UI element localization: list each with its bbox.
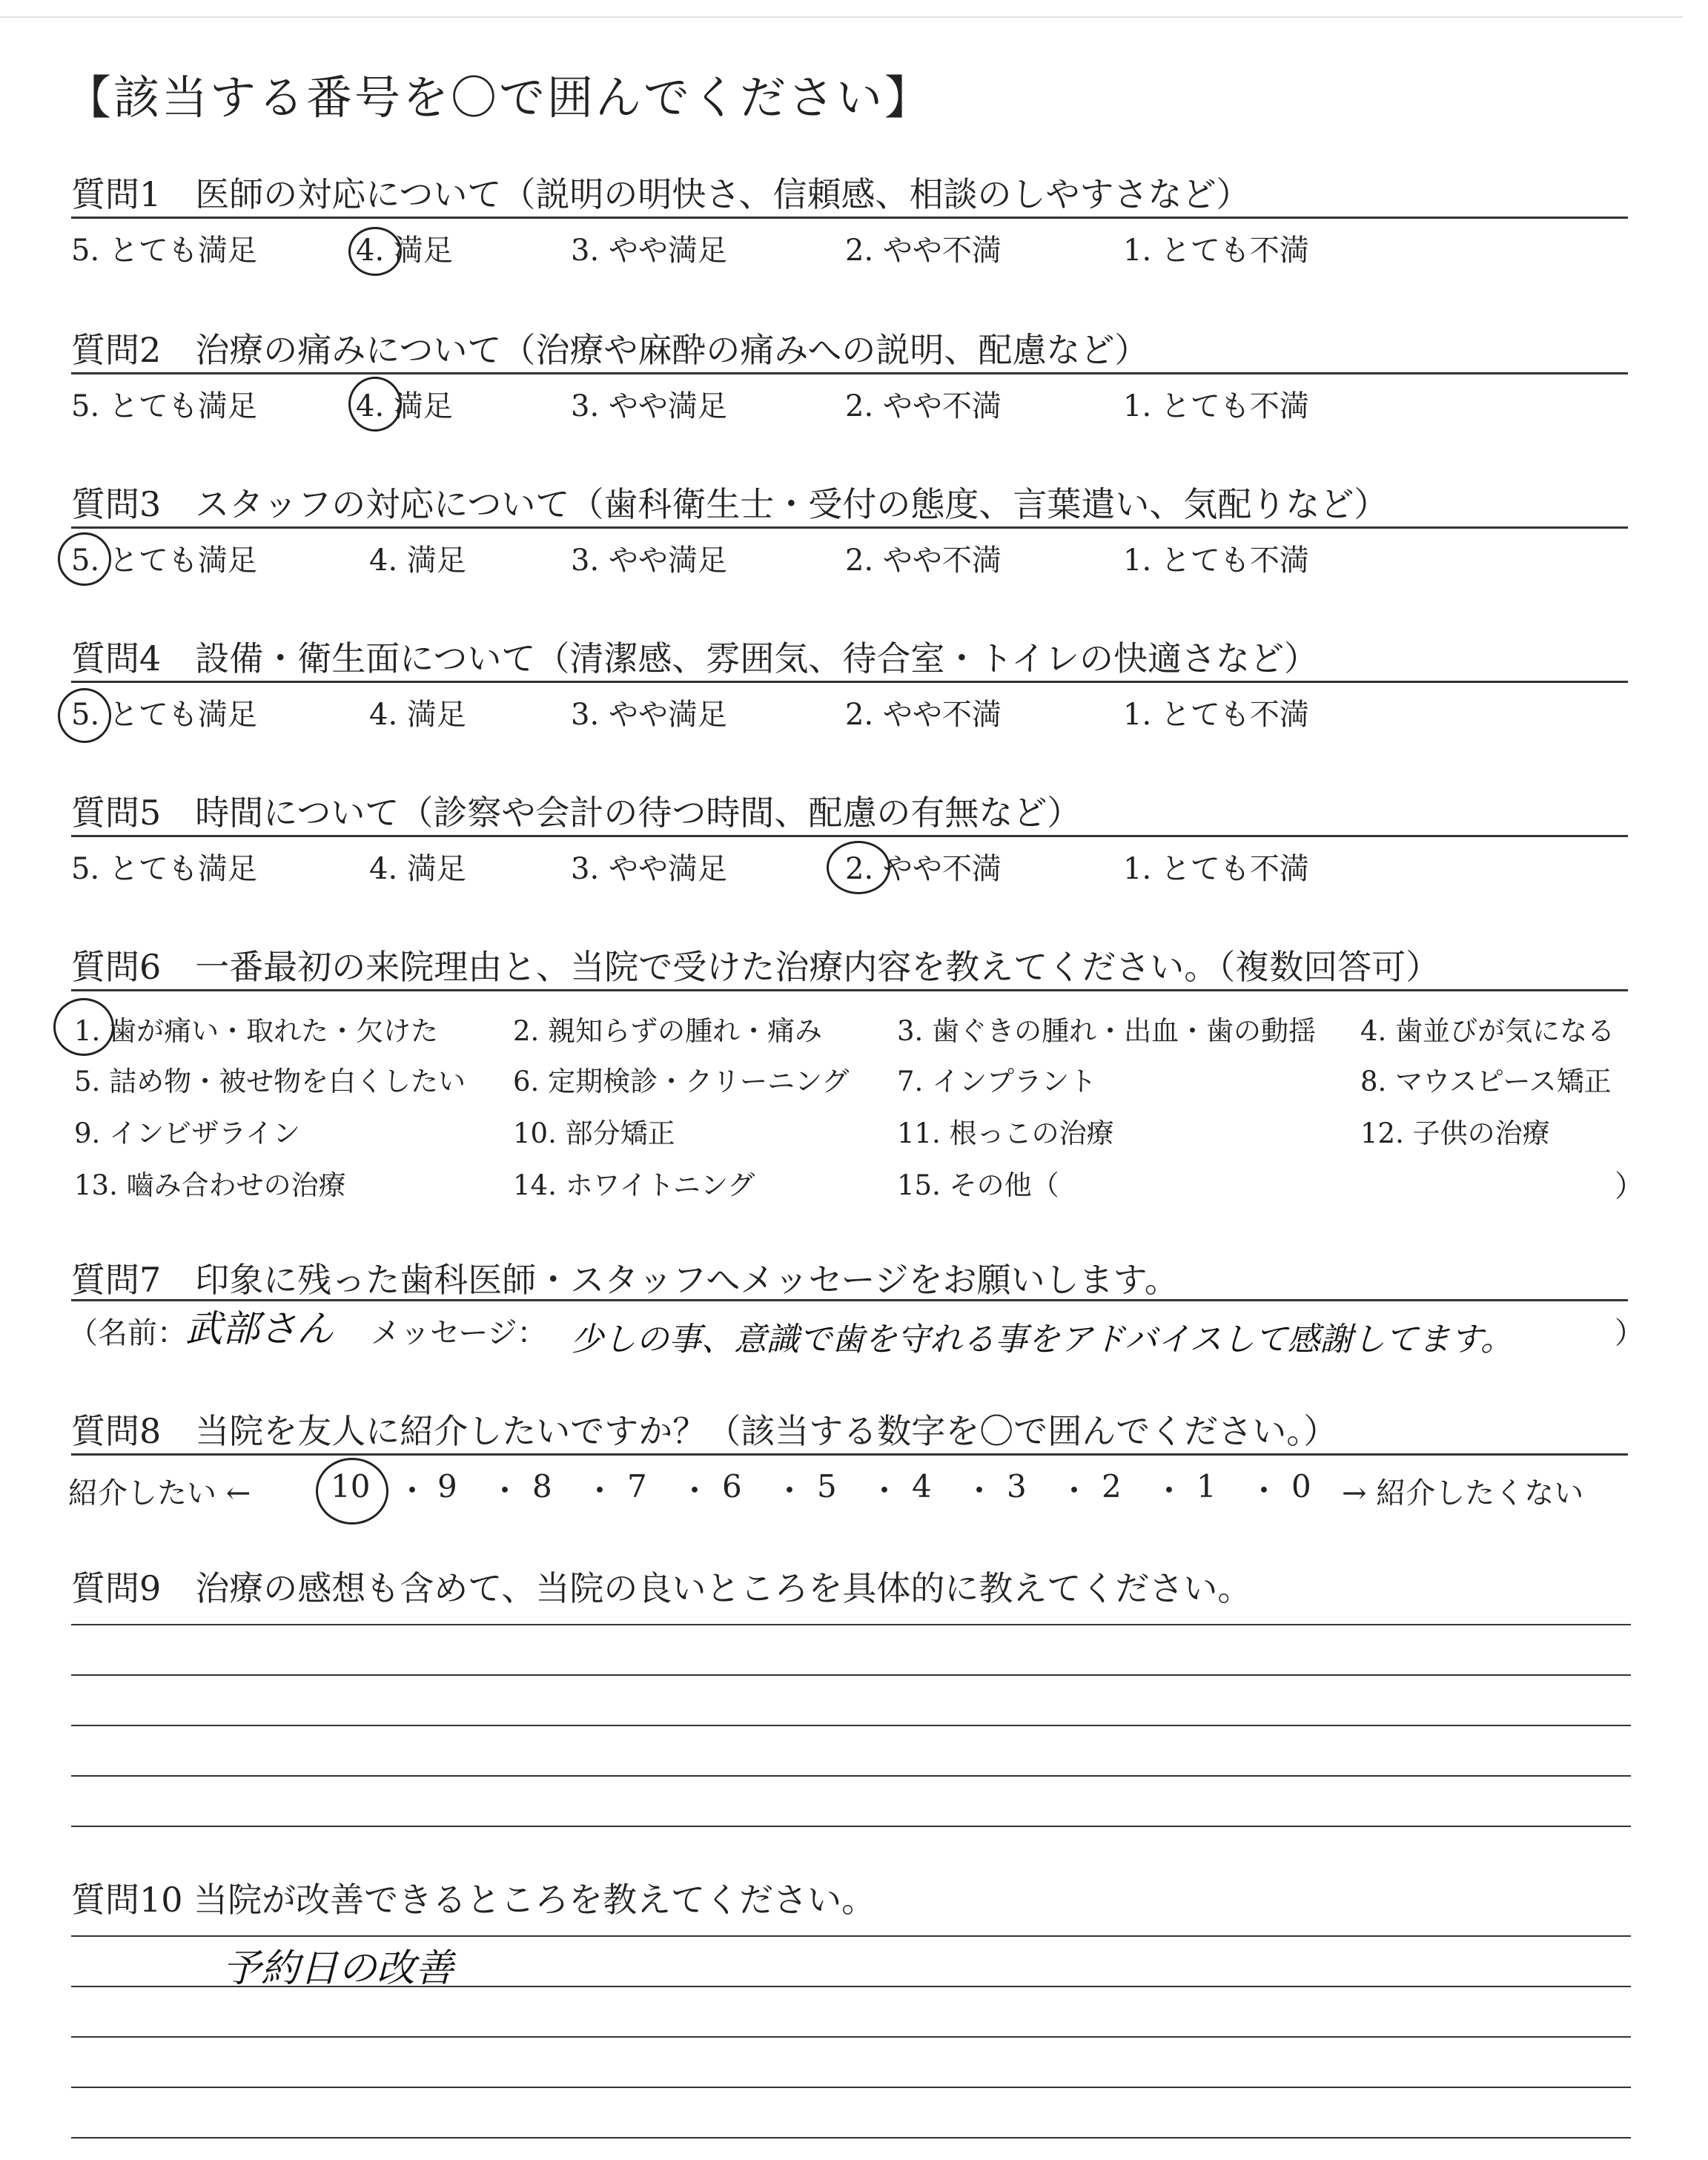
q10-answer-text[interactable]: 予約日の改善	[222, 1946, 454, 1991]
q6-option-11[interactable]: 11. 根っこの治療	[897, 1117, 1114, 1149]
q1-option-4[interactable]: 4. 満足	[356, 234, 453, 268]
q8-separator: ・	[584, 1473, 616, 1509]
q4-option-2[interactable]: 2. やや不満	[845, 698, 1002, 732]
q6-option-10[interactable]: 10. 部分矯正	[513, 1117, 675, 1149]
q2-option-4[interactable]: 4. 満足	[356, 389, 453, 423]
q9-answer-line[interactable]	[71, 1775, 1631, 1777]
q8-scale-7[interactable]: 7	[627, 1468, 647, 1505]
q5-selection-circle	[827, 841, 890, 894]
q8-scale-8[interactable]: 8	[532, 1468, 552, 1505]
q2-title: 質問2 治療の痛みについて（治療や麻酔の痛みへの説明、配慮など）	[71, 330, 1149, 370]
q5-title: 質問5 時間について（診察や会計の待つ時間、配慮の有無など）	[71, 793, 1082, 833]
q4-selection-circle	[58, 688, 111, 743]
q9-answer-line[interactable]	[71, 1674, 1631, 1676]
q2-option-1[interactable]: 1. とても不満	[1123, 389, 1309, 423]
q2-option-2[interactable]: 2. やや不満	[845, 389, 1002, 423]
q6-option-8[interactable]: 8. マウスピース矯正	[1360, 1066, 1612, 1097]
q6-option-9[interactable]: 9. インビザライン	[74, 1117, 300, 1149]
q8-separator: ・	[1248, 1473, 1280, 1509]
q6-option-14[interactable]: 14. ホワイトニング	[513, 1169, 755, 1201]
q4-rule	[71, 681, 1628, 683]
q4-option-4[interactable]: 4. 満足	[369, 698, 466, 732]
q6-option-13[interactable]: 13. 嚙み合わせの治療	[74, 1169, 346, 1201]
page-header: 【該当する番号を〇で囲んでください】	[65, 70, 933, 125]
q8-separator: ・	[489, 1473, 521, 1509]
q5-option-1[interactable]: 1. とても不満	[1123, 852, 1309, 886]
q9-answer-line[interactable]	[71, 1624, 1631, 1625]
q6-title: 質問6 一番最初の来院理由と、当院で受けた治療内容を教えてください。（複数回答可）	[71, 947, 1440, 987]
q8-title: 質問8 当院を友人に紹介したいですか？（該当する数字を〇で囲んでください。）	[71, 1411, 1338, 1451]
q6-option-15[interactable]: 15. その他（	[897, 1169, 1059, 1201]
q3-title: 質問3 スタッフの対応について（歯科衛生士・受付の態度、言葉遣い、気配りなど）	[71, 484, 1388, 524]
q6-other-close-paren: ）	[1615, 1169, 1644, 1203]
q5-rule	[71, 835, 1628, 837]
q5-option-3[interactable]: 3. やや満足	[571, 852, 727, 886]
q8-scale-1[interactable]: 1	[1196, 1468, 1217, 1505]
q10-answer-line[interactable]	[71, 2036, 1631, 2038]
q8-separator: ・	[1059, 1473, 1090, 1509]
q5-option-5[interactable]: 5. とても満足	[71, 852, 257, 886]
q7-close-paren: ）	[1615, 1316, 1644, 1350]
q6-option-12[interactable]: 12. 子供の治療	[1360, 1117, 1550, 1149]
q8-scale-9[interactable]: 9	[437, 1468, 457, 1505]
q4-option-3[interactable]: 3. やや満足	[571, 698, 727, 732]
q6-option-3[interactable]: 3. 歯ぐきの腫れ・出血・歯の動揺	[897, 1015, 1317, 1047]
q8-scale-5[interactable]: 5	[817, 1468, 837, 1505]
q3-option-1[interactable]: 1. とても不満	[1123, 544, 1309, 578]
q10-answer-line[interactable]	[71, 2137, 1631, 2138]
q1-rule	[71, 217, 1628, 219]
q3-option-3[interactable]: 3. やや満足	[571, 544, 727, 578]
q9-answer-line[interactable]	[71, 1826, 1631, 1827]
q7-message-value[interactable]: 少しの事、意識で歯を守れる事をアドバイスして感謝してます。	[571, 1321, 1514, 1358]
q7-name-value[interactable]: 武部さん	[185, 1307, 334, 1350]
q6-option-7[interactable]: 7. インプラント	[897, 1066, 1097, 1097]
q4-option-5[interactable]: 5. とても満足	[71, 698, 257, 732]
page-edge	[0, 16, 1683, 18]
q2-option-3[interactable]: 3. やや満足	[571, 389, 727, 423]
q4-option-1[interactable]: 1. とても不満	[1123, 698, 1309, 732]
q1-option-2[interactable]: 2. やや不満	[845, 234, 1002, 268]
q3-option-4[interactable]: 4. 満足	[369, 544, 466, 578]
q5-option-4[interactable]: 4. 満足	[369, 852, 466, 886]
q1-option-1[interactable]: 1. とても不満	[1123, 234, 1309, 268]
q3-rule	[71, 526, 1628, 529]
q8-right-label: → 紹介したくない	[1342, 1476, 1584, 1510]
q8-scale-10[interactable]: 10	[331, 1468, 371, 1505]
q3-option-5[interactable]: 5. とても満足	[71, 544, 257, 578]
q8-separator: ・	[774, 1473, 806, 1509]
q7-name-label: （名前：	[68, 1316, 187, 1350]
q10-answer-line[interactable]	[71, 1986, 1631, 1987]
q6-option-1[interactable]: 1. 歯が痛い・取れた・欠けた	[74, 1015, 439, 1047]
q6-option-5[interactable]: 5. 詰め物・被せ物を白くしたい	[74, 1066, 466, 1097]
q1-title: 質問1 医師の対応について（説明の明快さ、信頼感、相談のしやすさなど）	[71, 174, 1251, 214]
q3-selection-circle	[58, 532, 111, 586]
q7-message-label: メッセージ：	[371, 1316, 547, 1350]
q9-title: 質問9 治療の感想も含めて、当院の良いところを具体的に教えてください。	[71, 1568, 1252, 1608]
q8-separator: ・	[679, 1473, 711, 1509]
q8-scale-6[interactable]: 6	[722, 1468, 742, 1505]
q8-separator: ・	[1153, 1473, 1185, 1509]
q10-answer-line[interactable]	[71, 2087, 1631, 2088]
q8-scale-2[interactable]: 2	[1102, 1468, 1122, 1505]
q8-scale-0[interactable]: 0	[1291, 1468, 1311, 1505]
q6-rule	[71, 989, 1628, 991]
q6-option-6[interactable]: 6. 定期検診・クリーニング	[513, 1066, 850, 1097]
q3-option-2[interactable]: 2. やや不満	[845, 544, 1002, 578]
q8-scale-4[interactable]: 4	[912, 1468, 932, 1505]
q4-title: 質問4 設備・衛生面について（清潔感、雰囲気、待合室・トイレの快適さなど）	[71, 638, 1319, 678]
q10-title: 質問10 当院が改善できるところを教えてください。	[71, 1880, 876, 1920]
q1-selection-circle	[348, 227, 402, 276]
q6-selection-circle	[53, 998, 114, 1056]
q8-left-label: 紹介したい ←	[68, 1476, 251, 1510]
q6-option-4[interactable]: 4. 歯並びが気になる	[1360, 1015, 1615, 1047]
q2-option-5[interactable]: 5. とても満足	[71, 389, 257, 423]
q2-rule	[71, 372, 1628, 374]
q8-separator: ・	[869, 1473, 901, 1509]
q8-selection-circle	[316, 1458, 388, 1525]
q5-option-2[interactable]: 2. やや不満	[845, 852, 1002, 886]
q1-option-3[interactable]: 3. やや満足	[571, 234, 727, 268]
q1-option-5[interactable]: 5. とても満足	[71, 234, 257, 268]
q8-scale-3[interactable]: 3	[1007, 1468, 1027, 1505]
q10-answer-line[interactable]	[71, 1935, 1631, 1937]
q9-answer-line[interactable]	[71, 1725, 1631, 1726]
q2-selection-circle	[348, 377, 402, 432]
q8-rule	[71, 1453, 1628, 1456]
q6-option-2[interactable]: 2. 親知らずの腫れ・痛み	[513, 1015, 823, 1047]
q8-separator: ・	[964, 1473, 996, 1509]
q7-title: 質問7 印象に残った歯科医師・スタッフへメッセージをお願いします。	[71, 1260, 1179, 1300]
q8-separator: ・	[397, 1473, 428, 1509]
